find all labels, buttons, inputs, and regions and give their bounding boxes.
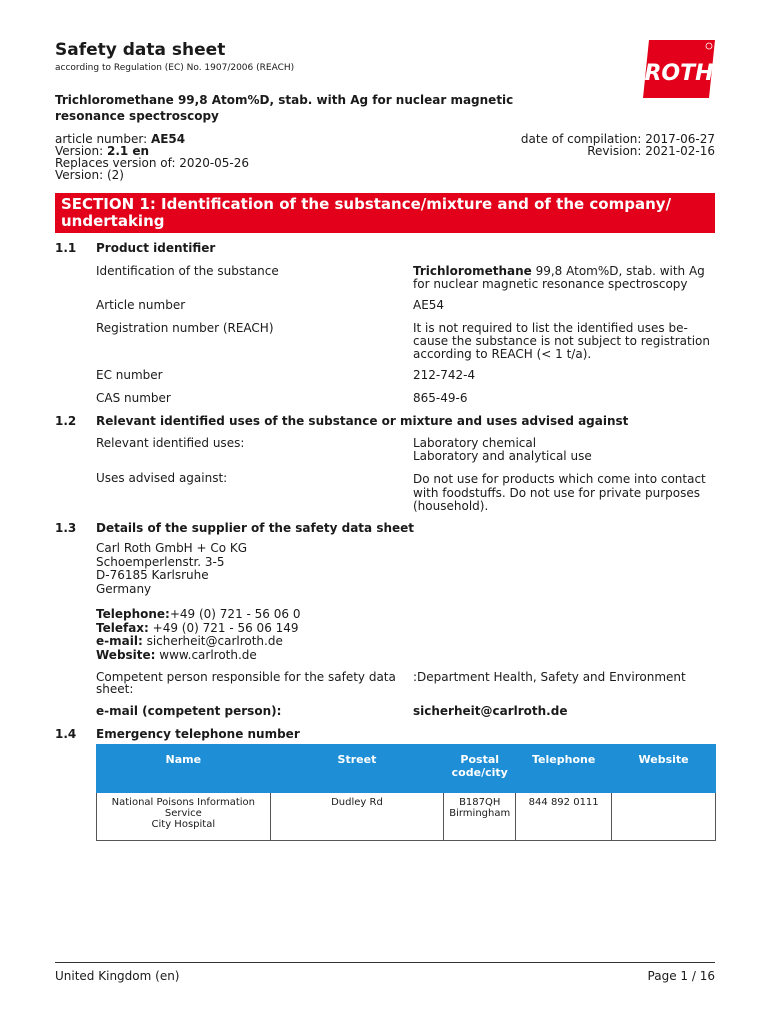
subsection-heading: Details of the supplier of the safety data sheet <box>96 521 415 535</box>
footer-country: United Kingdom (en) <box>55 969 180 983</box>
field-value: Laboratory chemical Laboratory and analytical use <box>413 436 592 463</box>
footer-divider <box>55 962 715 963</box>
field-value: :Department Health, Safety and Environment <box>413 670 686 684</box>
version-number: 2.1 en <box>106 144 150 158</box>
product-name: Trichloromethane 99,8 Atom%D, stab. with Ag for nuclear magnetic resonance spectroscopy <box>55 93 514 123</box>
column-header: Telephone <box>516 745 612 793</box>
subsection-number: 1.1 <box>55 241 77 255</box>
cell-postal: B187QH Birmingham <box>444 793 516 841</box>
column-header: Street <box>270 745 444 793</box>
field-value: 865-49-6 <box>413 391 468 405</box>
field-value: AE54 <box>413 298 445 312</box>
field-label: Registration number (REACH) <box>96 321 274 335</box>
version-count: Version: (2) <box>55 168 124 182</box>
field-value: Do not use for products which come into contact with foodstuffs. Do not use for private purposes (household). <box>413 472 706 513</box>
document-title: Safety data sheet <box>55 40 226 60</box>
document-subtitle: according to Regulation (EC) No. 1907/2006 (REACH) <box>55 63 295 73</box>
field-label: Article number <box>96 298 186 312</box>
field-label: Relevant identified uses: <box>96 436 245 450</box>
section-1-header: SECTION 1: Identification of the substance/mixture and of the company/ undertaking <box>55 193 715 233</box>
compilation-date: date of compilation: 2017-06-27 <box>520 132 715 146</box>
competent-email[interactable]: sicherheit@carlroth.de <box>413 704 568 718</box>
column-header: Name <box>97 745 271 793</box>
field-value: 212-742-4 <box>413 368 476 382</box>
cell-street: Dudley Rd <box>270 793 444 841</box>
emergency-contacts-table <box>96 744 716 841</box>
supplier-address: Carl Roth GmbH + Co KG Schoemperlenstr. 3-5 D-76185 Karlsruhe Germany <box>96 541 248 596</box>
subsection-number: 1.2 <box>55 414 77 428</box>
supplier-website-link[interactable]: www.carlroth.de <box>155 647 257 662</box>
column-header: Postal code/city <box>444 745 516 793</box>
replaces-version: Replaces version of: 2020-05-26 <box>55 156 250 170</box>
cell-telephone: 844 892 0111 <box>516 793 612 841</box>
subsection-heading: Emergency telephone number <box>96 727 300 741</box>
cell-website <box>612 793 716 841</box>
table-row <box>97 793 716 841</box>
column-header: Website <box>612 745 716 793</box>
field-label: CAS number <box>96 391 171 405</box>
field-label: EC number <box>96 368 163 382</box>
article-number: AE54 <box>150 132 186 146</box>
supplier-contact: Telephone:+49 (0) 721 - 56 06 0 Telefax: +49 (0) 721 - 56 06 149 e-mail: sicherheit@carlroth.de Website: www.carlroth.de <box>96 607 301 662</box>
subsection-heading: Product identifier <box>96 241 216 255</box>
subsection-heading: Relevant identified uses of the substance or mixture and uses advised against <box>96 414 629 428</box>
page-number: Page 1 / 16 <box>647 969 715 983</box>
field-value: Trichloromethane 99,8 Atom%D, stab. with Ag for nuclear magnetic resonance spectroscopy <box>413 264 705 291</box>
document-meta-right <box>521 133 715 157</box>
subsection-number: 1.4 <box>55 727 77 741</box>
supplier-email-link[interactable]: sicherheit@carlroth.de <box>142 634 283 648</box>
document-meta-left: article number: AE54 Version: 2.1 en Replaces version of: 2020-05-26 Version: (2) <box>55 132 250 182</box>
table-header-row <box>97 745 716 793</box>
revision-date: Revision: 2021-02-16 <box>587 144 715 158</box>
logo-text: ROTH <box>644 61 714 86</box>
cell-name: National Poisons Information Service City Hospital <box>97 793 271 841</box>
field-label: Uses advised against: <box>96 471 228 485</box>
subsection-number: 1.3 <box>55 521 77 535</box>
roth-logo <box>643 40 715 98</box>
field-label: Identification of the substance <box>96 264 279 278</box>
field-label: e-mail (competent person): <box>96 704 282 718</box>
field-value: It is not required to list the identified uses be-cause the substance is not subject to registration according to REACH (< 1 t/a). <box>413 321 710 361</box>
field-label: Competent person responsible for the safety data sheet: <box>96 670 396 696</box>
